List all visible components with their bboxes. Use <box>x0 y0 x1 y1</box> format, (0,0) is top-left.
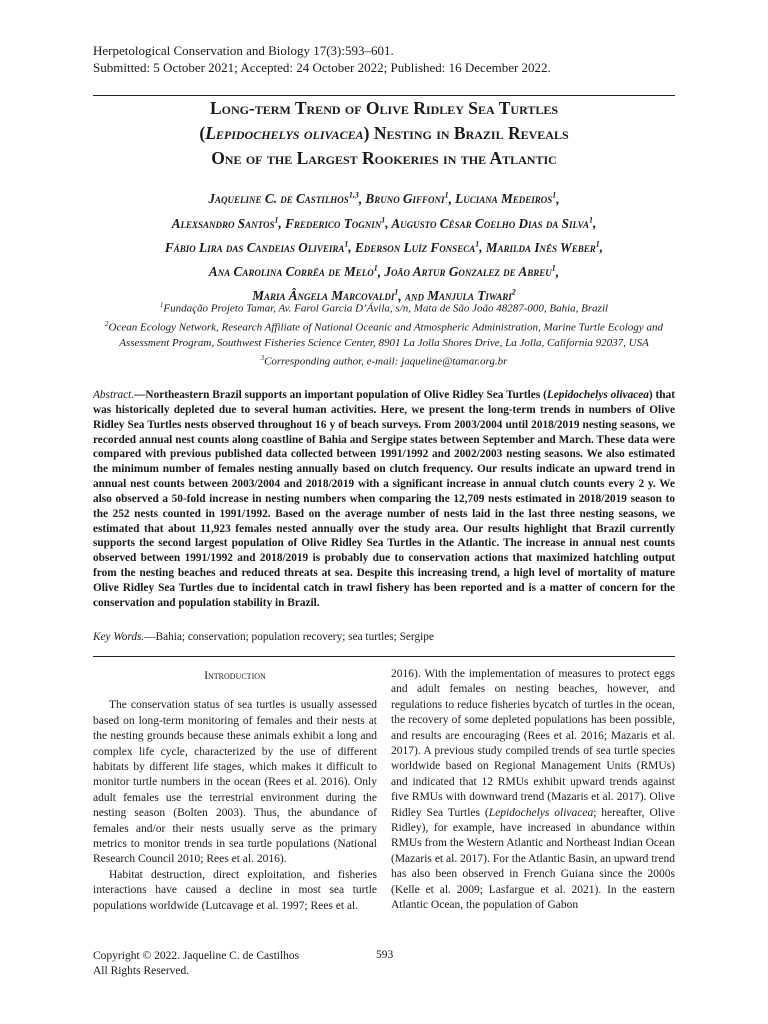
author: João Artur Gonzalez de Abreu$^1$ <box>384 263 556 279</box>
section-heading: Introduction <box>204 670 266 682</box>
author: Fábio Lira das Candeias Oliveira$^1$ <box>164 239 349 255</box>
affiliation: $^3$Corresponding author, e-mail: jaqueline@tamar.org.br <box>260 353 508 368</box>
title-line-1: Long-term Trend of Olive Ridley Sea Turtles <box>209 98 559 118</box>
publication-dates: Submitted: 5 October 2021; Accepted: 24 October 2022; Published: 16 December 2022. <box>93 60 551 75</box>
left-column <box>93 667 377 914</box>
author: Alexsandro Santos$^1$ <box>171 215 279 231</box>
affiliations <box>100 298 668 369</box>
author-list: Jaqueline C. de Castilhos$^{1,3}$, Bruno Giffoni$^1$, Luciana Medeiros$^1$, Alexsandro Santos$^1$, Frederico Tognin$^1$, Augusto César Coelho Dias da Silva$^1$, Fábio Lira das Candeias Oliveira$^1$, Ederson Luíz Fonseca$^1$, Marilda Inês Weber$^1$, Ana Carolina Corrêa de Melo$^1$, João Artur Gonzalez de Abreu$^1$, Maria Ângela Marcovaldi$^1$, and Manjula Tiwari$^2$ <box>164 191 604 304</box>
author: Frederico Tognin$^1$ <box>285 215 386 231</box>
journal-header <box>93 42 551 76</box>
key-words-label: Key Words. <box>93 631 145 643</box>
article-title <box>93 96 675 171</box>
author: Luciana Medeiros$^1$ <box>455 191 557 207</box>
title-species: Lepidochelys olivacea <box>205 123 364 143</box>
journal-citation: Herpetological Conservation and Biology 17(3):593–601. <box>93 43 394 58</box>
footer-copyright: Copyright © 2022. Jaqueline C. de Castilhos All Rights Reserved. <box>93 950 300 977</box>
author: Bruno Giffoni$^1$ <box>365 191 449 207</box>
author: Manjula Tiwari$^2$ <box>427 287 516 304</box>
abstract: Abstract.—Northeastern Brazil supports an important population of Olive Ridley Sea Turtles (Lepidochelys olivacea) that was historically depleted due to several human activities. Here, we present the long-term trends in numbers of Olive Ridley Sea Turtles nests observed throughout 16 y of beach surveys. From 2003/2004 until 2018/2019 nesting seasons, we recorded annual nest counts along coastline of Bahia and Sergipe states between September and March. These data were compared with previous published data collected between 1991/1992 and 2002/2003 nesting seasons. We also estimated the minimum number of females nesting annually based on clutch frequency. Our results indicate an upward trend in annual nest counts between 2003/2004 and 2018/2019 with a significant increase in annual clutch counts every 2 y. We also observed a 50-fold increase in nesting numbers when comparing the 12,709 nests estimated in 2018/2019 season to the 252 nests counted in 1991/1992. Based on the average number of nests laid in the last three nesting seasons, we estimated that about 11,923 females nested annually over the study area. Our results highlight that Brazil currently supports the second largest population of Olive Ridley Sea Turtles in the Atlantic. The increase in annual nest counts observed between 1991/1992 and 2018/2019 is probably due to conservation actions that maximized hatchling output from the nesting beaches and reduced threats at sea. Despite this increasing trend, a high level of mortality of mature Olive Ridley Sea Turtles due to incidental catch in trawl fishery has been reported and is a matter of concern for the conservation and population stability in Brazil. <box>93 389 675 609</box>
paragraph: 2016). With the implementation of measures to protect eggs and adult females on nesting beaches, however, and regulations to reduce fisheries bycatch of turtles in the ocean, the recovery of some depleted populations has been possible, and results are encouraging (Rees et al. 2016; Mazaris et al. 2017). A previous study compiled trends of sea turtle species worldwide based on Regional Management Units (RMUs) and indicated that 12 RMUs exhibit upward trends against five RMUs with downward trend (Mazaris et al. 2017). Olive Ridley Sea Turtles (Lepidochelys olivacea; hereafter, Olive Ridley), for example, have increased in abundance within RMUs from the Western Atlantic and Northeast Indian Ocean (Mazaris et al. 2017). For the Atlantic Basin, an upward trend has also been observed in French Guiana since the 2000s (Kelle et al. 2009; Lasfargue et al. 2021). In the eastern Atlantic Ocean, the population of Gabon <box>391 668 675 912</box>
right-column <box>391 667 675 914</box>
section-rule <box>93 656 675 657</box>
affiliation: $^1$Fundação Projeto Tamar, Av. Farol Garcia D’Ávila, s/n, Mata de São João 48287-000, Bahia, Brazil <box>159 301 609 315</box>
title-line-3: One of the Largest Rookeries in the Atlantic <box>211 148 557 168</box>
page-number: 593 <box>376 949 394 961</box>
paragraph: Habitat destruction, direct exploitation, and fisheries interactions have caused a decline in most sea turtle populations worldwide (Lutcavage et al. 1997; Rees et al. <box>93 868 377 912</box>
author: Marilda Inês Weber$^1$ <box>485 239 600 255</box>
author: Augusto César Coelho Dias da Silva$^1$ <box>391 215 593 231</box>
author: Jaqueline C. de Castilhos$^{1,3}$ <box>208 191 359 207</box>
title-line-2: (Lepidochelys olivacea) Nesting in Brazil Reveals <box>199 123 569 143</box>
author: Maria Ângela Marcovaldi$^1$ <box>252 287 399 304</box>
author: Ederson Luíz Fonseca$^1$ <box>354 239 480 255</box>
abstract-label: Abstract. <box>93 389 135 401</box>
affiliation: $^2$Ocean Ecology Network, Research Affiliate of National Oceanic and Atmospheric Administration, Marine Turtle Ecology and Assessment Program, Southwest Fisheries Science Center, 8901 La Jolla Shores Drive, La Jolla, California 92037, USA <box>105 319 663 349</box>
author: Ana Carolina Corrêa de Melo$^1$ <box>208 263 378 279</box>
paragraph: The conservation status of sea turtles is usually assessed based on long-term monitoring of females and their nests at the nesting grounds because these animals exhibit a long and complex life cycle, characterized by the use of different habitats by different life stages, which makes it difficult to monitor turtle numbers in the ocean (Rees et al. 2016). Only adult females use the terrestrial environment during the nesting season (Bolten 2003). Thus, the abundance of females and/or their nests usually serve as the primary metrics to monitor trends in sea turtle populations (National Research Council 2010; Rees et al. 2016). <box>93 699 377 866</box>
key-words: Key Words.—Bahia; conservation; population recovery; sea turtles; Sergipe <box>93 631 434 643</box>
